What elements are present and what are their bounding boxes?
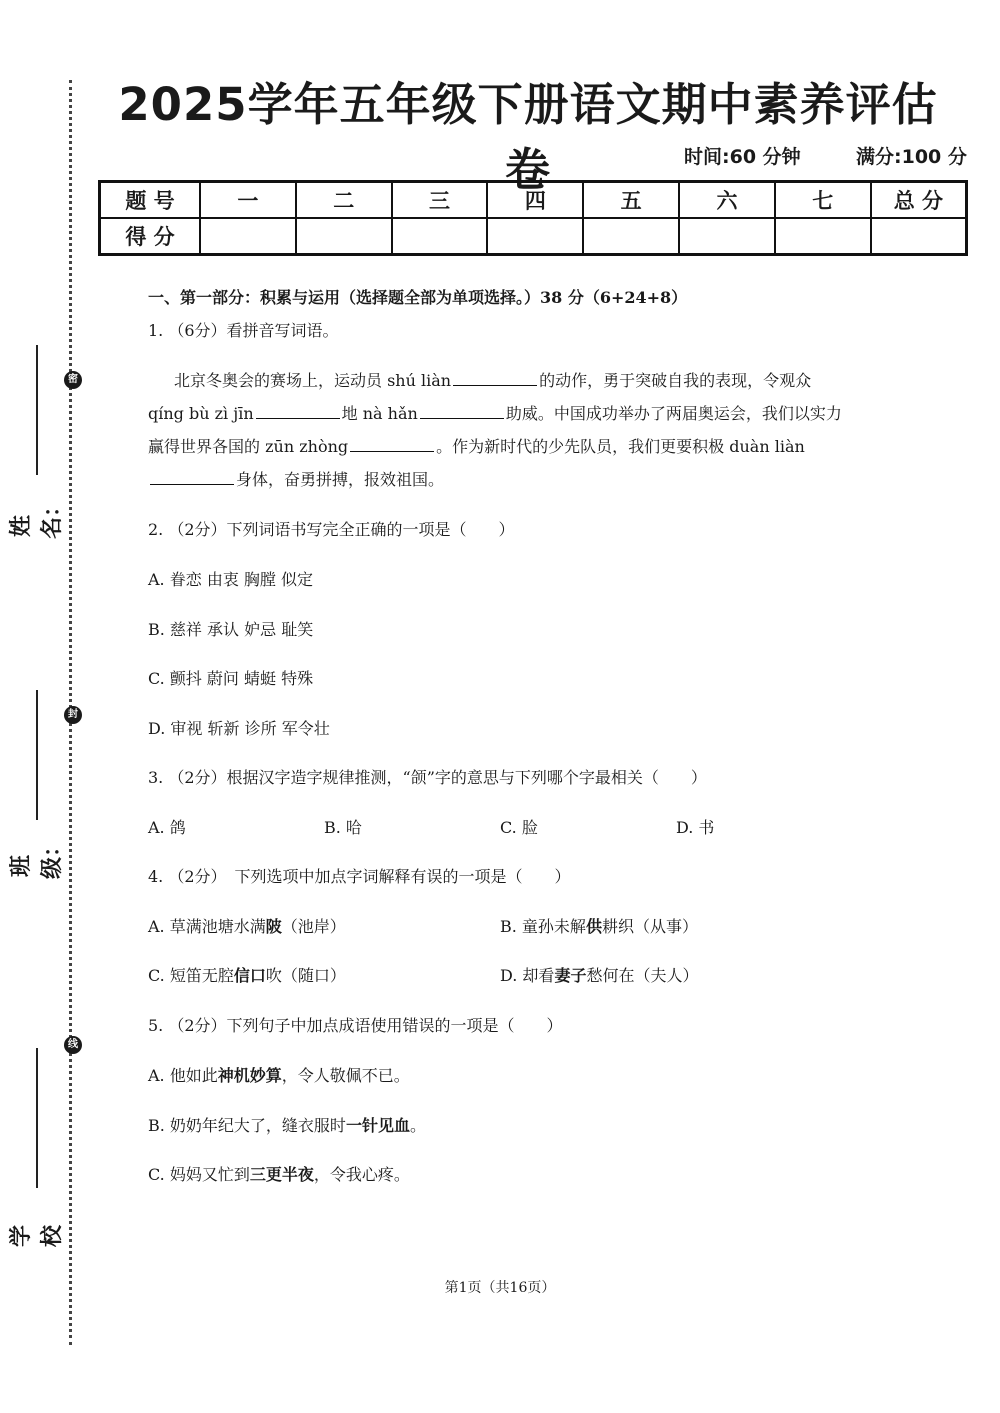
seal-mark-bottom: 线 <box>64 1036 82 1054</box>
q4-option-d[interactable] <box>500 963 698 986</box>
option-text: C. 短笛无腔 <box>148 966 234 985</box>
dotted-idiom: 一针见血 <box>345 1116 410 1135</box>
score-table <box>98 180 968 256</box>
q4-option-c[interactable] <box>148 963 346 986</box>
score-table-header-row <box>100 182 967 219</box>
score-cell[interactable] <box>679 218 775 255</box>
option-text: D. 却看 <box>500 966 555 985</box>
score-cell[interactable] <box>200 218 296 255</box>
q1-text: 。作为新时代的少先队员，我们更要积极 duàn liàn <box>436 437 805 456</box>
q3-option-d[interactable]: D. 书 <box>676 818 715 837</box>
q1-text: 赢得世界各国的 zūn zhòng <box>148 437 349 456</box>
answer-blank[interactable] <box>150 468 234 485</box>
option-text: 。 <box>409 1116 426 1135</box>
answer-blank[interactable] <box>453 369 537 386</box>
answer-blank[interactable] <box>420 402 504 419</box>
option-text: 愁何在（夫人） <box>586 966 699 985</box>
name-underline <box>36 345 38 475</box>
school-label: 学校 <box>9 1225 65 1248</box>
q1-text: 的动作，勇于突破自我的表现，令观众 <box>539 371 812 390</box>
score-cell[interactable] <box>487 218 583 255</box>
page-footer: 第1页（共16页） <box>444 1280 556 1296</box>
dotted-word: 供 <box>585 917 602 936</box>
q3-option-b[interactable]: B. 哈 <box>324 818 362 837</box>
school-underline <box>36 1048 38 1188</box>
option-text: A. 草满池塘水满 <box>148 917 266 936</box>
q2-option-a[interactable]: A. 眷恋 由衷 胸膛 似定 <box>148 570 313 589</box>
q1-line-4 <box>148 467 444 490</box>
answer-blank[interactable] <box>350 435 434 452</box>
seal-mark-middle: 封 <box>64 706 82 724</box>
score-cell[interactable] <box>392 218 488 255</box>
q1-text: qíng bù zì jīn <box>148 404 254 423</box>
score-header-cell: 二 <box>296 182 392 219</box>
option-text: （池岸） <box>281 917 346 936</box>
q4-option-b[interactable] <box>500 914 698 937</box>
q5-option-b[interactable] <box>148 1113 426 1136</box>
score-cell[interactable] <box>296 218 392 255</box>
score-header-cell: 七 <box>775 182 871 219</box>
option-text: A. 他如此 <box>148 1066 218 1085</box>
score-header-cell: 总 分 <box>871 182 967 219</box>
q1-text: 北京冬奥会的赛场上，运动员 shú liàn <box>174 371 452 390</box>
q1-text: 助威。中国成功举办了两届奥运会，我们以实力 <box>505 404 842 423</box>
score-header-cell: 五 <box>583 182 679 219</box>
score-cell[interactable] <box>583 218 679 255</box>
q3-option-a[interactable]: A. 鸽 <box>148 818 186 837</box>
q1-text: 身体，奋勇拼搏，报效祖国。 <box>236 470 445 489</box>
q1-text: 地 nà hǎn <box>341 404 418 423</box>
answer-blank[interactable] <box>256 402 340 419</box>
option-text: 耕织（从事） <box>601 917 698 936</box>
option-text: ，令人敬佩不已。 <box>281 1066 410 1085</box>
q4-stem: 4. （2分） 下列选项中加点字词解释有误的一项是（ ） <box>148 867 571 886</box>
option-text: 吹（随口） <box>265 966 346 985</box>
exam-time: 时间:60 分钟 <box>684 146 801 168</box>
dotted-idiom: 三更半夜 <box>249 1165 314 1184</box>
q2-stem: 2. （2分）下列词语书写完全正确的一项是（ ） <box>148 520 515 539</box>
q5-option-c[interactable] <box>148 1162 410 1185</box>
q2-option-d[interactable]: D. 审视 斩新 诊所 军令壮 <box>148 719 330 738</box>
q2-option-c[interactable]: C. 颤抖 蔚问 蜻蜓 特殊 <box>148 669 314 688</box>
score-table-score-row <box>100 218 967 255</box>
class-label: 班级： <box>9 834 65 879</box>
q3-option-c[interactable]: C. 脸 <box>500 818 538 837</box>
class-underline <box>36 690 38 820</box>
score-header-cell: 四 <box>487 182 583 219</box>
q1-line-1 <box>174 368 811 391</box>
section-heading: 一、第一部分：积累与运用（选择题全部为单项选择。）38 分（6+24+8） <box>148 288 688 307</box>
q4-option-a[interactable] <box>148 914 346 937</box>
q5-stem: 5. （2分）下列句子中加点成语使用错误的一项是（ ） <box>148 1016 563 1035</box>
option-text: C. 妈妈又忙到 <box>148 1165 250 1184</box>
q1-line-2 <box>148 401 842 424</box>
score-header-cell: 一 <box>200 182 296 219</box>
dotted-word: 妻子 <box>554 966 587 985</box>
exam-title: 2025学年五年级下册语文期中素养评估卷 <box>118 78 938 196</box>
score-cell[interactable] <box>775 218 871 255</box>
option-text: B. 童孙未解 <box>500 917 586 936</box>
q1-line-3 <box>148 434 805 457</box>
q3-stem: 3. （2分）根据汉字造字规律推测，“颌”字的意思与下列哪个字最相关（ ） <box>148 768 707 787</box>
q1-stem: 1. （6分）看拼音写词语。 <box>148 321 339 340</box>
option-text: B. 奶奶年纪大了，缝衣服时 <box>148 1116 346 1135</box>
exam-full-score: 满分:100 分 <box>856 146 967 168</box>
dotted-word: 信口 <box>233 966 266 985</box>
dotted-idiom: 神机妙算 <box>217 1066 282 1085</box>
score-header-cell: 六 <box>679 182 775 219</box>
option-text: ，令我心疼。 <box>313 1165 410 1184</box>
q2-option-b[interactable]: B. 慈祥 承认 妒忌 耻笑 <box>148 620 314 639</box>
score-row-label: 得 分 <box>100 218 201 255</box>
seal-mark-top: 密 <box>64 371 82 389</box>
dotted-word: 陂 <box>265 917 282 936</box>
q5-option-a[interactable] <box>148 1063 410 1086</box>
score-cell[interactable] <box>871 218 967 255</box>
score-header-cell: 三 <box>392 182 488 219</box>
name-label: 姓名： <box>9 494 65 539</box>
score-header-cell: 题 号 <box>100 182 201 219</box>
